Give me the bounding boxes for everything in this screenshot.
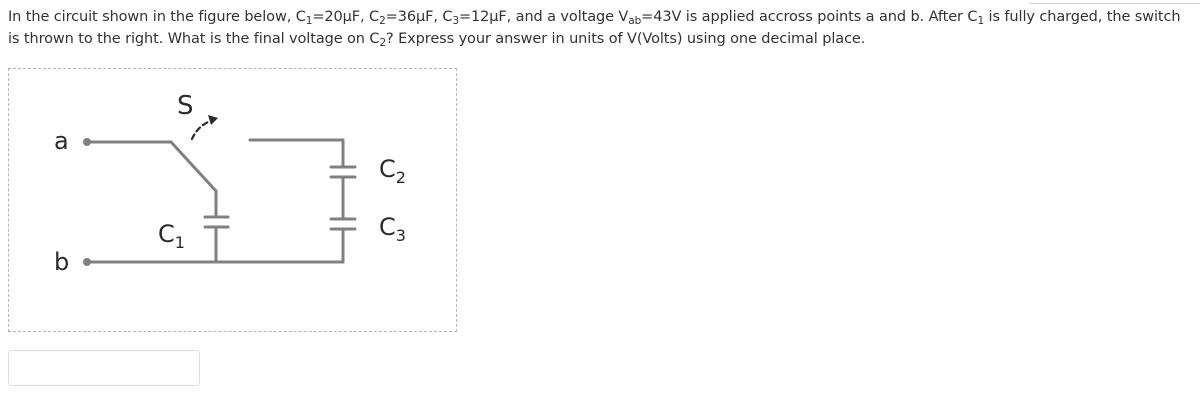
answer-input[interactable] [8,350,200,386]
switch-label: S [177,91,194,121]
circuit-figure [8,68,457,332]
terminal-b-label: b [54,248,70,276]
terminal-a-dot [83,138,91,146]
c1-label: $C_1$ [158,220,185,252]
terminal-a-label: a [54,127,69,155]
question-text: In the circuit shown in the figure below, $C_1=20\mu F$, $C_2=36\mu F$, $C_3=12\mu F$, and a voltage $V_{ab}=43V$ is applied accross points a and b. After $C_1$ is fully charged, the switch is thrown to the right. What is the final voltage on $C_2$? Express your answer in units of V(Volts) using one decimal place. [8,9,1181,49]
switch-throw-arrow [192,121,210,139]
switch-arrow-head [208,115,218,125]
circuit-diagram [9,69,458,333]
switch-blade [171,142,216,191]
c3-label: $C_3$ [379,213,406,245]
top-divider [1030,0,1200,4]
c2-label: $C_2$ [379,155,406,187]
terminal-b-dot [83,258,91,266]
